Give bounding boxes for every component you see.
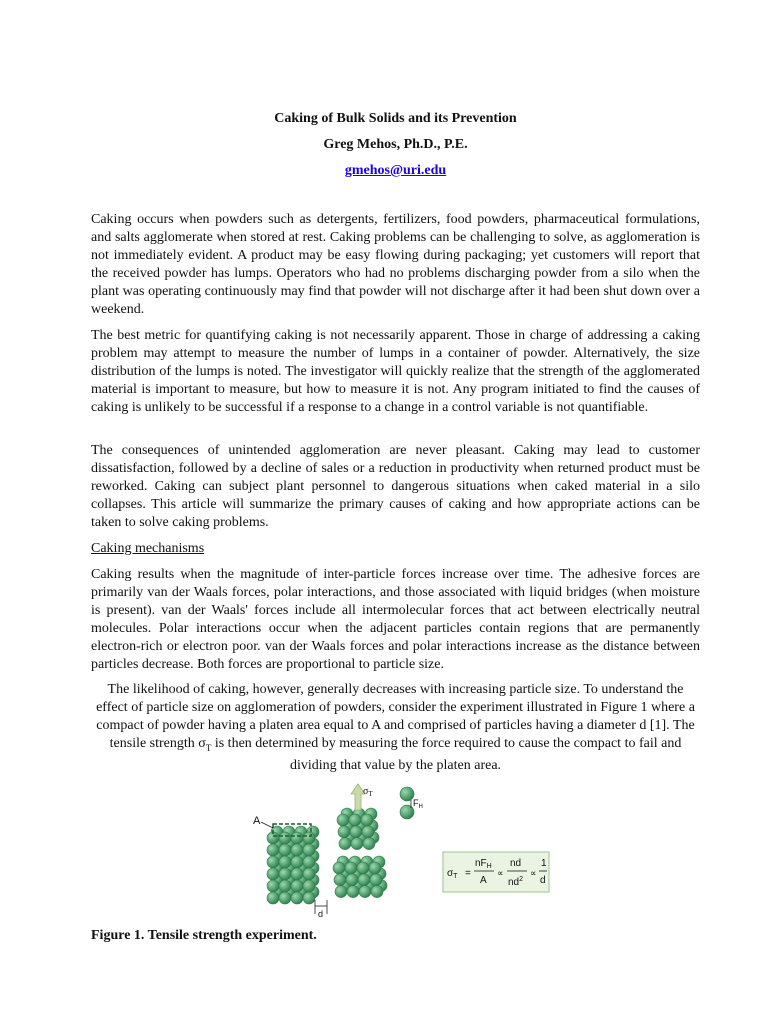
particle-sphere <box>279 868 291 880</box>
equation-equals: = <box>465 868 471 879</box>
particle-sphere <box>400 787 414 801</box>
equation-frac3-num: 1 <box>541 858 547 869</box>
particle-sphere <box>357 862 369 874</box>
particle-sphere <box>267 856 279 868</box>
label-A-leader <box>261 822 273 828</box>
particle-sphere <box>279 844 291 856</box>
particle-sphere <box>303 832 315 844</box>
particle-sphere <box>279 880 291 892</box>
particle-sphere <box>345 862 357 874</box>
particle-sphere <box>351 838 363 850</box>
particle-sphere <box>267 868 279 880</box>
label-F <box>413 798 423 810</box>
paragraph-metric: The best metric for quantifying caking is not necessarily apparent. Those in charge of addressing a caking problem may attempt to measure the number of lumps in a container of powder. Alternatively, the size distribution of the lumps is noted. The investigator will quickly realize that the strength of the agglomerated material is important to measure, but how to measure it is not. Any program initiated to find the causes of caking is unlikely to be successful if a response to a change in a control variable is not quantifiable. <box>91 328 700 415</box>
label-d: d <box>318 909 324 919</box>
equation-frac3-den: d <box>540 875 546 886</box>
email-line <box>91 162 700 180</box>
particle-sphere <box>291 856 303 868</box>
label-sigma <box>363 786 373 798</box>
equation-frac2-den-main: nd <box>508 877 520 888</box>
section-heading: Caking mechanisms <box>91 541 205 556</box>
paragraph-intro: Caking occurs when powders such as detergents, fertilizers, food powders, pharmaceutical formulations, and salts agglomerate when stored at rest. Caking problems can be challenging to solve, as agglomeration is not immediately evident. A product may be easy flowing during packaging; yet customers will report that the received powder has lumps. Operators who had no problems discharging powder from a silo when the plant was operating continuously may find that powder will not discharge after it had been shut down over a weekend. <box>91 212 700 317</box>
particle-sphere <box>291 880 303 892</box>
particle-sphere <box>303 856 315 868</box>
particle-sphere <box>358 874 370 886</box>
particle-sphere <box>334 874 346 886</box>
particle-sphere <box>303 868 315 880</box>
particle-sphere <box>303 892 315 904</box>
particle-sphere <box>291 868 303 880</box>
particle-sphere <box>338 826 350 838</box>
email-link[interactable]: gmehos@uri.edu <box>344 163 447 178</box>
equation-prop-1: ∝ <box>497 869 504 879</box>
right-lower-compact <box>333 856 387 898</box>
particle-sphere <box>361 814 373 826</box>
page-title: Caking of Bulk Solids and its Prevention <box>274 111 517 126</box>
particle-sphere <box>362 826 374 838</box>
paragraph-particle-size-part1: The likelihood of caking, however, generally decreases with increasing particle size. To understand the effect of particle size on agglomeration of powders, consider the experiment illustrated in Figure 1 where a compact of powder having a platen area equal to A and comprised of particles having a diameter d [1]. The tensile strength σ <box>96 682 695 751</box>
particle-sphere <box>333 862 345 874</box>
particle-sphere <box>291 832 303 844</box>
particle-sphere <box>339 838 351 850</box>
particle-sphere <box>303 844 315 856</box>
paragraph-consequences: The consequences of unintended agglomeration are never pleasant. Caking may lead to customer dissatisfaction, followed by a decline of sales or a reduction in productivity when returned product must be reworked. Caking can subject plant personnel to dangerous situations when caked material in a silo collapses. This article will summarize the primary causes of caking and how appropriate actions can be taken to solve caking problems. <box>91 443 700 530</box>
particle-sphere <box>267 892 279 904</box>
equation-frac1-num-sub: H <box>486 863 492 870</box>
particle-sphere <box>349 814 361 826</box>
particle-sphere <box>291 892 303 904</box>
paragraph-particle-size <box>91 681 700 775</box>
sigma-subscript: T <box>205 742 212 753</box>
paragraph-particle-size-part2: is then determined by measuring the force required to cause the compact to fail and dividing that value by the platen area. <box>211 736 682 773</box>
particle-sphere <box>279 856 291 868</box>
particle-sphere <box>337 814 349 826</box>
figure-caption: Figure 1. Tensile strength experiment. <box>91 928 317 943</box>
left-compact <box>267 826 319 904</box>
particle-sphere <box>359 886 371 898</box>
equation-frac1-num-main: nF <box>475 858 487 869</box>
label-sigma-sub: T <box>368 790 373 798</box>
particle-sphere <box>267 880 279 892</box>
particle-sphere <box>335 886 347 898</box>
equation-frac2-num: nd <box>510 858 522 869</box>
particle-sphere <box>347 886 359 898</box>
particle-sphere <box>346 874 358 886</box>
equation-lhs-symbol: σ <box>447 868 454 879</box>
figure-1 <box>251 780 551 920</box>
particle-pair <box>400 787 414 819</box>
equation-box <box>443 852 549 892</box>
particle-sphere <box>279 832 291 844</box>
equation-frac2-den-sup: 2 <box>519 876 524 883</box>
particle-sphere <box>371 886 383 898</box>
label-sigma-symbol: σ <box>363 786 369 797</box>
equation-prop-2: ∝ <box>530 869 537 879</box>
document-page <box>91 0 700 1024</box>
label-F-sub: H <box>418 804 423 810</box>
particle-sphere <box>303 880 315 892</box>
particle-sphere <box>363 838 375 850</box>
particle-sphere <box>267 844 279 856</box>
particle-sphere <box>400 805 414 819</box>
equation-lhs-sub: T <box>453 873 458 880</box>
particle-sphere <box>350 826 362 838</box>
label-F-symbol: F <box>413 798 419 808</box>
paragraph-mechanisms: Caking results when the magnitude of inter-particle forces increase over time. The adhesive forces are primarily van der Waals forces, polar interactions, and those associated with liquid bridges (when moisture is present). van der Waals' forces include all intermolecular forces that act between electrically neutral molecules. Polar interactions occur when the adjacent particles contain regions that are permanently electron-rich or electron poor. van der Waals forces and polar interactions increase as the distance between particles decrease. Both forces are proportional to particle size. <box>91 567 700 672</box>
particle-sphere <box>291 844 303 856</box>
right-upper-compact <box>337 808 379 850</box>
particle-sphere <box>370 874 382 886</box>
tensile-strength-illustration <box>251 780 551 920</box>
author-line: Greg Mehos, Ph.D., P.E. <box>323 137 468 152</box>
equation-frac1-den: A <box>480 875 487 886</box>
label-A: A <box>253 815 261 827</box>
particle-sphere <box>279 892 291 904</box>
particle-sphere <box>369 862 381 874</box>
